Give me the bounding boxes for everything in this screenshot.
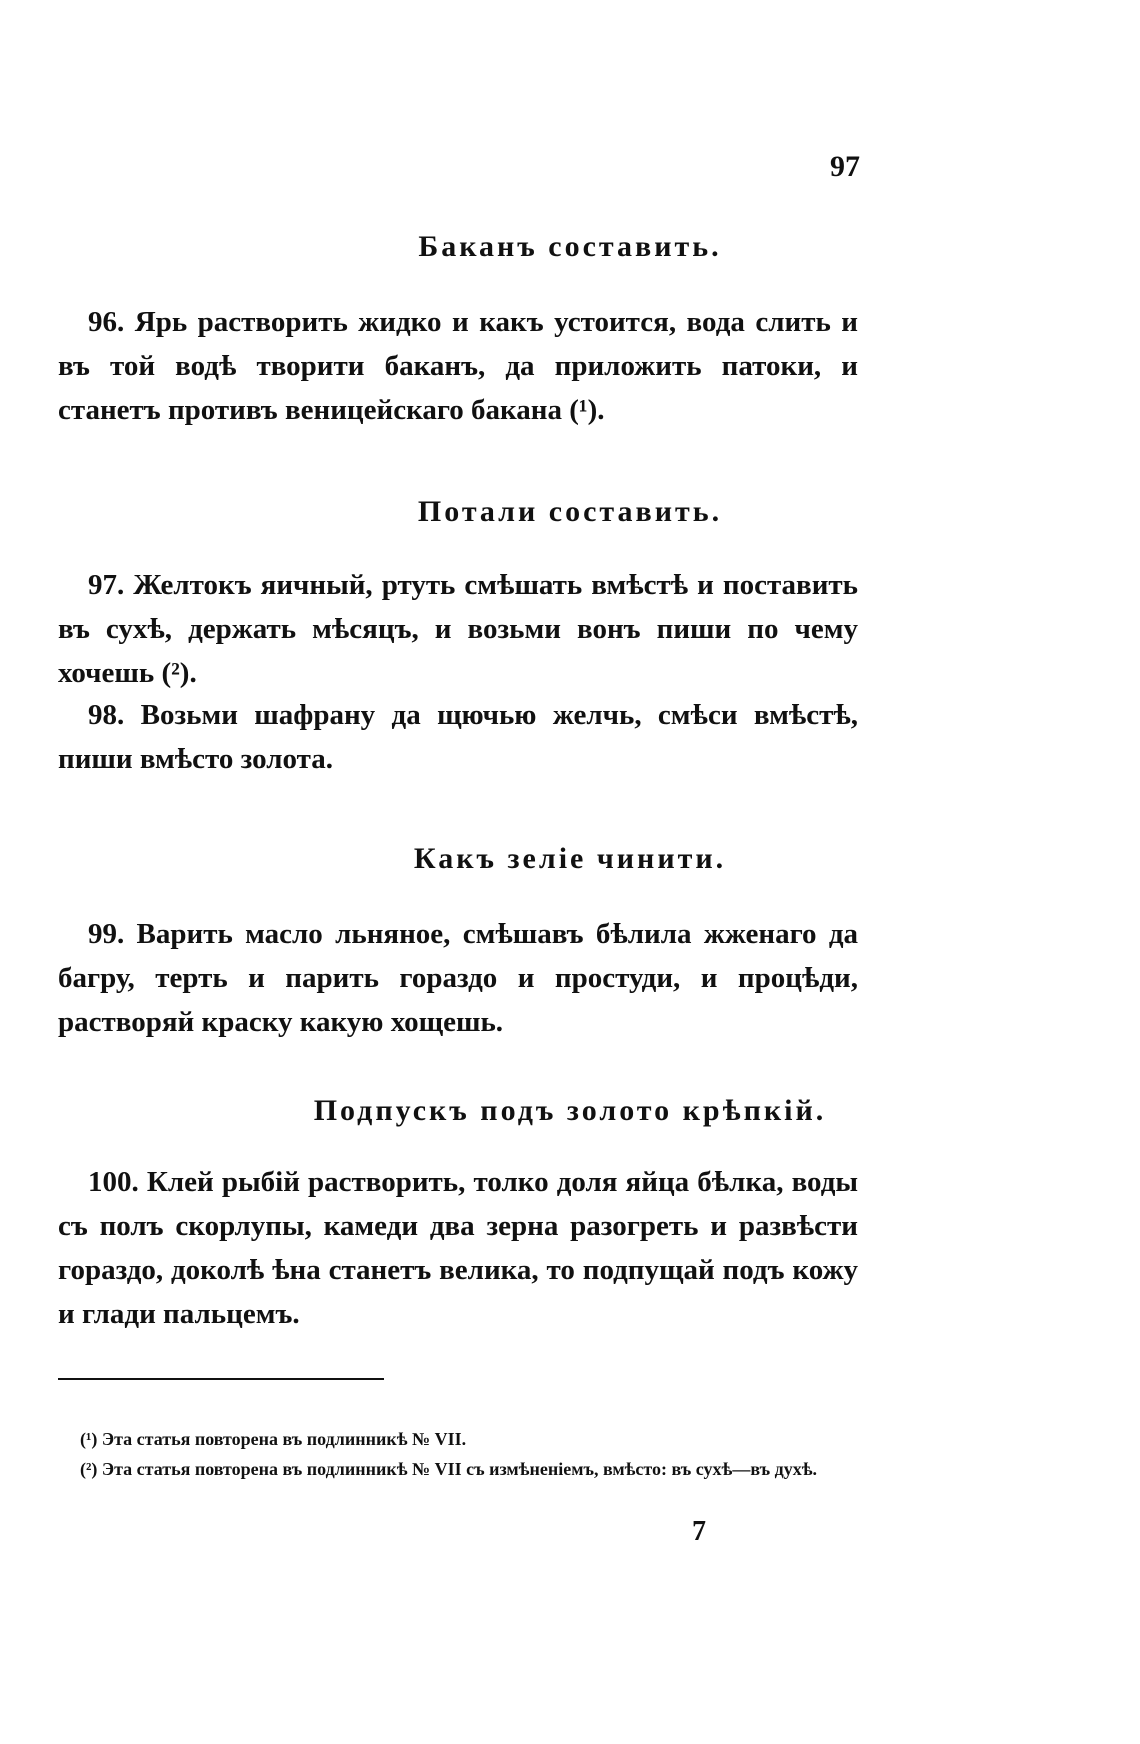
paragraph [58, 693, 858, 781]
paragraph-text: Варить масло льняное, смѣшавъ бѣлила жженаго да багру, терть и парить гораздо и простуди, и процѣди, растворяй краску какую хощешь. [58, 918, 858, 1038]
footnote: (¹) Эта статья повторена въ подлинникѣ № VII. [80, 1429, 467, 1449]
section-heading: Баканъ составить. [418, 230, 722, 263]
footnote-divider [58, 1378, 384, 1380]
paragraph-number: 96. [88, 306, 125, 338]
section-heading: Какъ зеліе чинити. [413, 842, 727, 875]
paragraph-number: 99. [88, 918, 125, 950]
paragraph [58, 912, 858, 1044]
paragraph-text: Клей рыбій растворить, толко доля яйца бѣлка, воды съ полъ скорлупы, камеди два зерна разогреть и развѣсти гораздо, доколѣ ѣна станетъ велика, то подпущай подъ кожу и глади пальцемъ. [58, 1166, 859, 1330]
paragraph [58, 563, 858, 695]
paragraph-number: 100. [88, 1166, 139, 1198]
signature-mark: 7 [692, 1516, 706, 1547]
footnote: (²) Эта статья повторена въ подлинникѣ № VII съ измѣненіемъ, вмѣсто: въ сухѣ—въ духѣ. [80, 1459, 818, 1479]
paragraph-text: Ярь растворить жидко и какъ устоится, вода слить и въ той водѣ творити баканъ, да приложить патоки, и станетъ противъ веницейскаго бакана (¹). [58, 306, 858, 426]
section-heading: Подпускъ подъ золото крѣпкій. [313, 1094, 827, 1127]
paragraph [58, 1160, 858, 1336]
paragraph [58, 300, 858, 432]
paragraph-text: Возьми шафрану да щючью желчь, смѣси вмѣстѣ, пиши вмѣсто золота. [58, 699, 859, 775]
section-heading: Потали составить. [417, 495, 723, 528]
paragraph-number: 97. [88, 569, 125, 601]
page-number: 97 [830, 150, 860, 183]
paragraph-text: Желтокъ яичный, ртуть смѣшать вмѣстѣ и поставить въ сухѣ, держать мѣсяцъ, и возьми вонъ пиши по чему хочешь (²). [58, 569, 858, 689]
paragraph-number: 98. [88, 699, 125, 731]
